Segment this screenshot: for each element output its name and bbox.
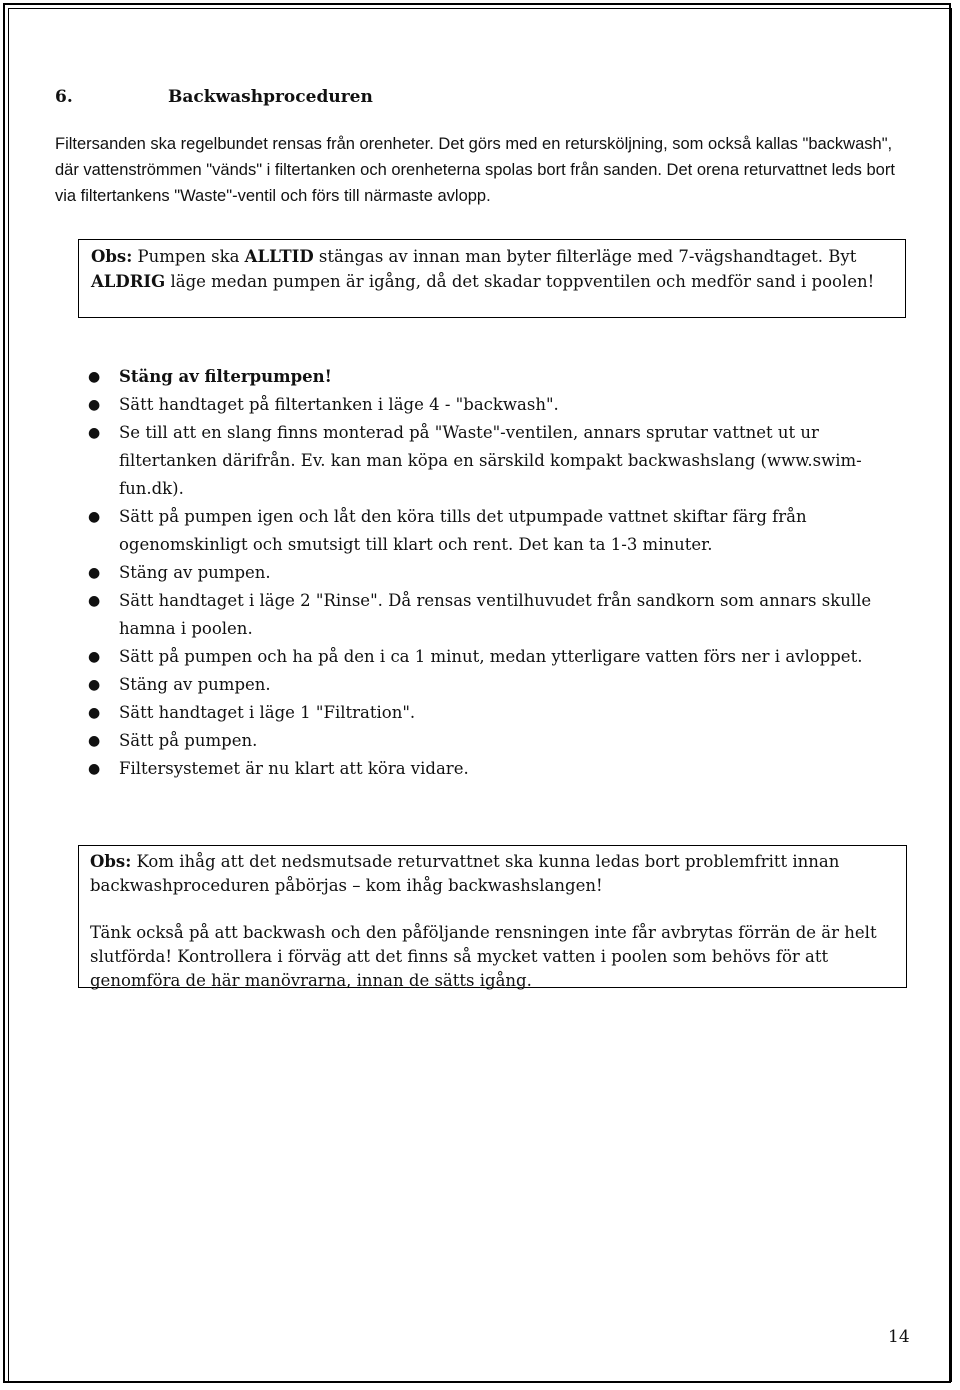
warning-always: ALLTID <box>244 247 314 266</box>
step-text: Sätt på pumpen igen och låt den köra tills det utpumpade vattnet skiftar färg från ogenomskinligt och smutsigt till klart och rent. Det kan ta 1-3 minuter. <box>119 507 807 554</box>
list-item <box>88 503 878 559</box>
note-box <box>78 845 907 988</box>
step-text: Sätt på pumpen och ha på den i ca 1 minut, medan ytterligare vatten förs ner i avloppet. <box>119 647 863 666</box>
step-text: Sätt på pumpen. <box>119 731 258 750</box>
bullet-icon: ● <box>88 425 101 441</box>
step-text: Stäng av pumpen. <box>119 563 271 582</box>
section-heading <box>55 87 373 107</box>
bullet-icon: ● <box>88 649 101 665</box>
bullet-icon: ● <box>88 733 101 749</box>
list-item <box>88 559 878 587</box>
note-paragraph-1 <box>90 850 898 898</box>
note-label: Obs: <box>90 852 132 871</box>
bullet-icon: ● <box>88 397 101 413</box>
warning-label: Obs: <box>91 247 133 266</box>
page-number: 14 <box>888 1327 910 1347</box>
list-item <box>88 699 878 727</box>
list-item <box>88 727 878 755</box>
note-text-1: Kom ihåg att det nedsmutsade returvattnet ska kunna ledas bort problemfritt innan backwashproceduren påbörjas – kom ihåg backwashslangen! <box>90 852 840 895</box>
procedure-steps <box>88 363 878 783</box>
step-text: Stäng av filterpumpen! <box>119 367 332 386</box>
list-item <box>88 363 878 391</box>
warning-never: ALDRIG <box>91 272 166 291</box>
list-item <box>88 643 878 671</box>
paragraph-gap <box>90 898 898 921</box>
section-number: 6. <box>55 87 73 107</box>
bullet-icon: ● <box>88 369 101 385</box>
step-text: Stäng av pumpen. <box>119 675 271 694</box>
warning-text-3: läge medan pumpen är igång, då det skadar toppventilen och medför sand i poolen! <box>165 272 875 291</box>
list-item <box>88 755 878 783</box>
list-item <box>88 587 878 643</box>
list-item <box>88 419 878 503</box>
note-paragraph-2: Tänk också på att backwash och den påföljande rensningen inte får avbrytas förrän de är helt slutförda! Kontrollera i förväg att det finns så mycket vatten i poolen som behövs för att genomföra de här manövrarna, innan de sätts igång. <box>90 923 877 990</box>
bullet-icon: ● <box>88 593 101 609</box>
list-item <box>88 671 878 699</box>
step-text: Filtersystemet är nu klart att köra vidare. <box>119 759 469 778</box>
step-text: Sätt handtaget i läge 1 "Filtration". <box>119 703 416 722</box>
step-text: Sätt handtaget i läge 2 "Rinse". Då rensas ventilhuvudet från sandkorn som annars skulle hamna i poolen. <box>119 591 872 638</box>
warning-text-2: stängas av innan man byter filterläge med 7-vägshandtaget. Byt <box>313 247 857 266</box>
bullet-icon: ● <box>88 761 101 777</box>
bullet-icon: ● <box>88 677 101 693</box>
warning-text-1: Pumpen ska <box>132 247 245 266</box>
intro-paragraph: Filtersanden ska regelbundet rensas från orenheter. Det görs med en retursköljning, som också kallas "backwash", där vattenströmmen "vänds" i filtertanken och orenheterna spolas bort från sanden. Det orena returvattnet leds bort via filtertankens "Waste"-ventil och förs till närmaste avlopp. <box>55 135 895 205</box>
section-title: Backwashproceduren <box>168 87 373 107</box>
warning-box <box>78 239 906 318</box>
step-text: Se till att en slang finns monterad på "Waste"-ventilen, annars sprutar vattnet ut ur filtertanken därifrån. Ev. kan man köpa en särskild kompakt backwashslang (www.swim-fun.dk). <box>119 423 862 498</box>
step-text: Sätt handtaget på filtertanken i läge 4 - "backwash". <box>119 395 559 414</box>
bullet-icon: ● <box>88 565 101 581</box>
list-item <box>88 391 878 419</box>
bullet-icon: ● <box>88 509 101 525</box>
bullet-icon: ● <box>88 705 101 721</box>
